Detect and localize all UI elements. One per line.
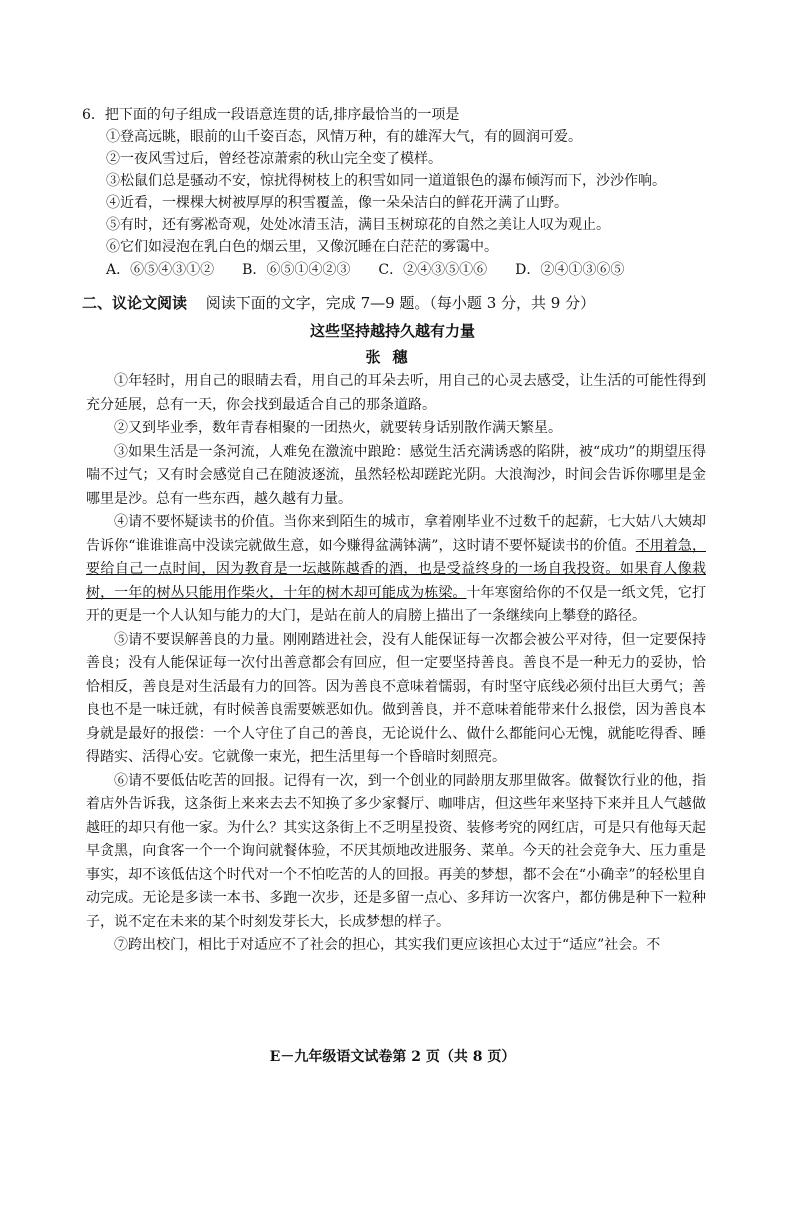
choice-a: A．⑥⑤④③①② [106, 262, 215, 278]
underlined-sentence: 不用着急，要给自己一点时间，因为教育是一坛越陈越香的酒，也是受益终身的一场自我投资。如果育人像栽树，一年的树丛只能用作柴火，十年的树木却可能成为栋梁。 [86, 537, 707, 601]
answer-choices [82, 258, 722, 282]
article-body [86, 370, 706, 958]
section-heading [82, 292, 595, 314]
question-stem: 6．把下面的句子组成一段语意连贯的话,排序最恰当的一项是 [82, 107, 460, 123]
paragraph-7: ⑦跨出校门，相比于对适应不了社会的担心，其实我们更应该担心太过于“适应”社会。不 [114, 937, 661, 953]
sentence-3: ③松鼠们总是骚动不安，惊扰得树枝上的积雪如同一道道银色的瀑布倾泻而下，沙沙作响。 [106, 173, 666, 189]
paragraph-4-end: 十年寒窗给你的不仅是一纸文凭，它打开的更是一个人认知与能力的大门，是站在前人的肩膀上描出了一条继续向上攀登的路径。 [86, 584, 707, 624]
choice-b: B．⑥⑤①④②③ [242, 262, 351, 278]
paragraph-5: ⑤请不要误解善良的力量。刚刚踏进社会，没有人能保证每一次都会被公平对待，但一定要保持善良；没有人能保证每一次付出善意都会有回应，但一定要坚持善良。善良不是一种无力的妥协，恰恰相反，善良是对生活最有力的回答。因为善良不意味着懦弱，有时坚守底线必须付出巨大勇气；善良也不是一味迁就，有时候善良需要嫉恶如仇。做到善良，并不意味着能带来什么报偿，因为善良本身就是最好的报偿：一个人守住了自己的善良，无论说什么、做什么都能问心无愧，就能吃得香、睡得踏实、活得心安。它就像一束光，把生活里每一个昏暗时刻照亮。 [86, 631, 706, 765]
choice-c: C．②④③⑤①⑥ [378, 262, 488, 278]
page-footer: E－九年级语文试卷第 2 页（共 8 页） [269, 1049, 516, 1065]
sentence-2: ②一夜风雪过后，曾经苍凉萧索的秋山完全变了模样。 [106, 151, 442, 167]
article-author: 张穗 [365, 348, 420, 366]
question-6 [82, 104, 722, 282]
sentence-6: ⑥它们如浸泡在乳白色的烟云里，又像沉睡在白茫茫的雾霭中。 [106, 239, 498, 255]
paragraph-4 [86, 511, 706, 629]
sentence-4: ④近看，一棵棵大树被厚厚的积雪覆盖，像一朵朵洁白的鲜花开满了山野。 [106, 195, 568, 211]
paragraph-2: ②又到毕业季，数年青春相聚的一团热火，就要转身话别散作满天繁星。 [114, 420, 562, 436]
sentence-5: ⑤有时，还有雾凇奇观，处处冰清玉洁，满目玉树琼花的自然之美让人叹为观止。 [106, 217, 610, 233]
paragraph-6: ⑥请不要低估吃苦的回报。记得有一次，到一个创业的同龄朋友那里做客。做餐饮行业的他，指着店外告诉我，这条街上来来去去不知换了多少家餐厅、咖啡店，但这些年来坚持下来并且人气越做越旺的却只有他一家。为什么？其实这条街上不乏明星投资、装修考究的网红店，可是只有他每天起早贪黑，向食客一个一个询问就餐体验，不厌其烦地改进服务、菜单。今天的社会竞争大、压力重是事实，却不该低估这个时代对一个不怕吃苦的人的回报。再美的梦想，都不会在“小确幸”的轻松里自动完成。无论是多读一本书、多跑一次步，还是多留一点心、多拜访一次客户，都仿佛是种下一粒种子，说不定在未来的某个时刻发芽长大，长成梦想的样子。 [86, 772, 706, 930]
paragraph-4-intro: ④请不要怀疑读书的价值。当你来到陌生的城市，拿着刚毕业不过数千的起薪，七大姑八大姨却告诉你“谁谁谁高中没读完就做生意，如今赚得盆满钵满”，这时请不要怀疑读书的价值。 [86, 514, 706, 554]
section-title: 二、议论文阅读 [82, 294, 188, 312]
section-instruction: 阅读下面的文字，完成 7—9 题。（每小题 3 分，共 9 分） [205, 294, 596, 312]
paragraph-3: ③如果生活是一条河流，人难免在激流中踉跄：感觉生活充满诱惑的陷阱，被“成功”的期望压得喘不过气；又有时会感觉自己在随波逐流，虽然轻松却蹉跎光阴。大浪淘沙，时间会告诉你哪里是金哪里是沙。总有一些东西，越久越有力量。 [86, 443, 706, 507]
article-title: 这些坚持越持久越有力量 [309, 322, 475, 340]
paragraph-1: ①年轻时，用自己的眼睛去看，用自己的耳朵去听，用自己的心灵去感受，让生活的可能性得到充分延展，总有一天，你会找到最适合自己的那条道路。 [86, 373, 706, 413]
sentence-1: ①登高远眺，眼前的山千姿百态，风情万种，有的雄浑大气，有的圆润可爱。 [106, 129, 582, 145]
choice-d: D．②④①③⑥⑤ [515, 262, 625, 278]
